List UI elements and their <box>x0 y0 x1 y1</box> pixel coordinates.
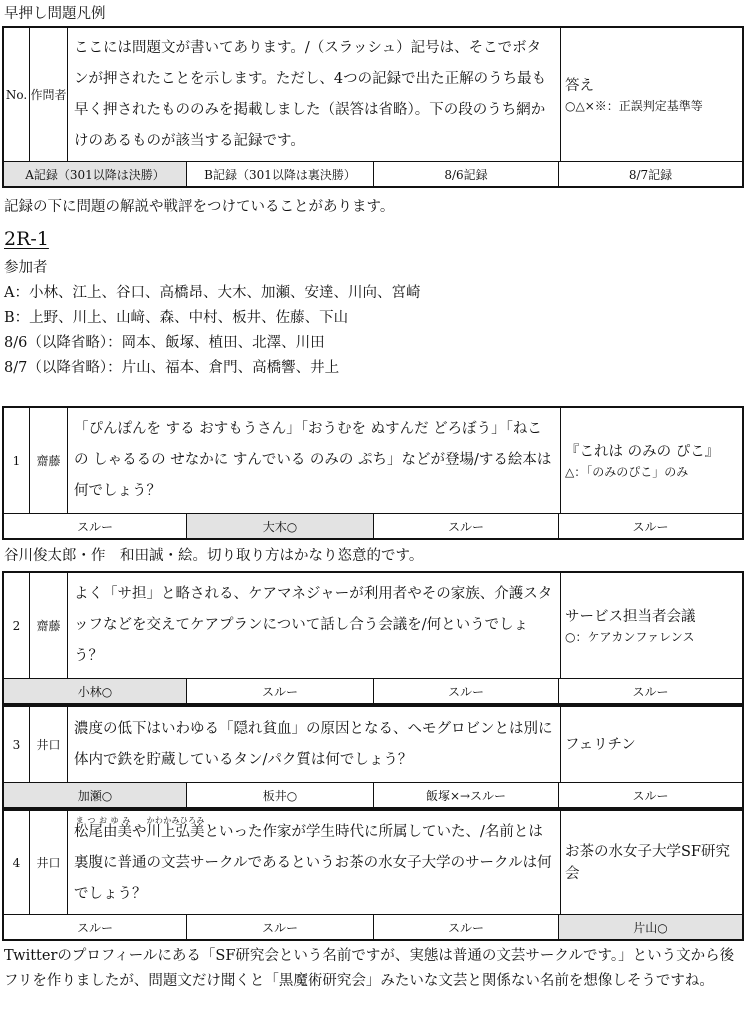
record-a: 加瀬○ <box>4 783 187 807</box>
participants-a: A：小林、江上、谷口、高橋昂、大木、加瀬、安達、川向、宮崎 <box>4 285 421 301</box>
question-text: よく「サ担」と略される、ケアマネジャーが利用者やその家族、介護スタッフなどを交えてケアプランについて話し合う会議を/何というでしょう？ <box>68 573 561 678</box>
question-author: 井口 <box>30 811 68 914</box>
author-name-1: 松尾由美まつおゆみ <box>74 815 132 840</box>
question-answer <box>561 811 742 914</box>
question-answer <box>561 573 742 678</box>
section-title: 2R-1 <box>4 228 49 250</box>
answer-text: 『これは のみの ぴこ』 <box>565 443 720 460</box>
participants-0807: 8/7（以降省略）：片山、福本、倉門、高橋響、井上 <box>4 360 340 376</box>
question-1 <box>2 406 744 540</box>
legend-record-a: A記録（301以降は決勝） <box>4 162 187 186</box>
record-b: 板井○ <box>187 783 374 807</box>
question-number: 3 <box>4 707 30 782</box>
legend-question-text: ここには問題文が書いてあります。/（スラッシュ）記号は、そこでボタンが押されたことを示します。ただし、4つの記録で出た正解のうち最も早く押されたもののみを掲載しました（誤答は省略）。下の段のうち網かけのあるものが該当する記録です。 <box>68 28 561 161</box>
record-0806: 飯塚×→スルー <box>374 783 559 807</box>
legend-note: 記録の下に問題の解説や戦評をつけていることがあります。 <box>4 199 395 215</box>
record-0807: スルー <box>632 519 669 534</box>
question-answer <box>561 707 742 782</box>
record-0806: スルー <box>374 915 559 939</box>
question-answer <box>561 408 742 513</box>
record-0806: スルー <box>374 514 559 538</box>
participants-b: B：上野、川上、山﨑、森、中村、板井、佐藤、下山 <box>4 310 349 326</box>
legend-author-label: 作問者 <box>30 28 68 161</box>
question-1-comment: 谷川俊太郎・作 和田誠・絵。切り取り方はかなり恣意的です。 <box>4 548 424 564</box>
question-number: 4 <box>4 811 30 914</box>
answer-note: △：「のみのぴこ」のみ <box>565 464 689 479</box>
answer-text: サービス担当者会議 <box>565 608 696 625</box>
record-a: スルー <box>4 915 187 939</box>
answer-text: フェリチン <box>565 736 636 753</box>
record-a: スルー <box>4 514 187 538</box>
question-number: 2 <box>4 573 30 678</box>
record-b: スルー <box>187 679 374 703</box>
legend-title: 早押し問題凡例 <box>4 6 106 22</box>
record-0807: スルー <box>632 788 669 803</box>
participants-0806: 8/6（以降省略）：岡本、飯塚、植田、北澤、川田 <box>4 335 325 351</box>
question-text: 松尾由美まつおゆみや川上弘美かわかみひろみといった作家が学生時代に所属していた、/名前とは裏腹に普通の文芸サークルであるというお茶の水女子大学のサークルは何でしょう？ <box>68 811 561 914</box>
record-b: 大木○ <box>187 514 374 538</box>
question-2 <box>2 571 744 705</box>
author-name-2: 川上弘美かわかみひろみ <box>146 815 205 840</box>
legend-table <box>2 26 744 188</box>
question-3 <box>2 705 744 809</box>
legend-answer <box>561 28 742 161</box>
question-author: 齋藤 <box>30 573 68 678</box>
record-0807: 片山○ <box>559 915 742 939</box>
legend-answer-label: 答え <box>565 77 594 94</box>
answer-text: お茶の水女子大学SF研究会 <box>565 843 730 882</box>
question-author: 齋藤 <box>30 408 68 513</box>
participants-heading: 参加者 <box>4 260 48 276</box>
answer-note: ○：ケアカンファレンス <box>565 629 695 644</box>
question-text: 濃度の低下はいわゆる「隠れ貧血」の原因となる、ヘモグロビンとは別に体内で鉄を貯蔵しているタン/パク質は何でしょう？ <box>68 707 561 782</box>
record-b: スルー <box>187 915 374 939</box>
record-0806: スルー <box>374 679 559 703</box>
question-4-comment: Twitterのプロフィールにある「SF研究会という名前ですが、実態は普通の文芸サークルです。」という文から後フリを作りましたが、問題文だけ聞くと「黒魔術研究会」みたいな文芸と関係ない名前を想像しそうですね。 <box>4 948 735 989</box>
legend-answer-note: ○△×※：正誤判定基準等 <box>565 98 703 113</box>
record-0807: スルー <box>632 684 669 699</box>
legend-record-0807: 8/7記録 <box>628 167 673 182</box>
legend-record-b: B記録（301以降は裏決勝） <box>187 162 374 186</box>
question-author: 井口 <box>30 707 68 782</box>
legend-no-label: No. <box>4 28 30 161</box>
question-4 <box>2 809 744 941</box>
legend-record-0806: 8/6記録 <box>374 162 559 186</box>
question-text: 「ぴんぽんを する おすもうさん」「おうむを ぬすんだ どろぼう」「ねこの しゃるるの せなかに すんでいる のみの ぷち」などが登場/する絵本は何でしょう？ <box>68 408 561 513</box>
record-a: 小林○ <box>4 679 187 703</box>
question-number: 1 <box>4 408 30 513</box>
